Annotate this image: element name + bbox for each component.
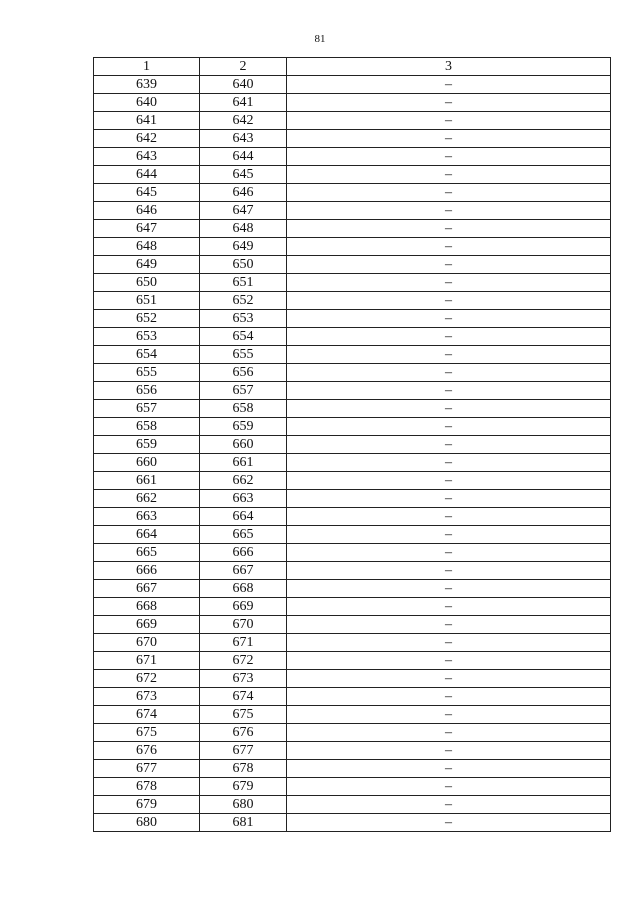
table-row [94, 670, 611, 688]
table-row [94, 310, 611, 328]
table-cell-col-3: – [287, 760, 611, 778]
table-row [94, 292, 611, 310]
table-cell-col-2: 661 [200, 454, 287, 472]
table-cell-col-3: – [287, 184, 611, 202]
table-cell-col-1: 664 [94, 526, 200, 544]
table-cell-col-2: 651 [200, 274, 287, 292]
table-cell-col-1: 646 [94, 202, 200, 220]
table-cell-col-3: – [287, 256, 611, 274]
table-cell-col-1: 647 [94, 220, 200, 238]
table-row [94, 256, 611, 274]
table-cell-col-1: 663 [94, 508, 200, 526]
table-cell-col-2: 670 [200, 616, 287, 634]
table-row [94, 184, 611, 202]
table-cell-col-3: – [287, 814, 611, 832]
table-cell-col-3: – [287, 454, 611, 472]
table-row [94, 796, 611, 814]
table-cell-col-2: 662 [200, 472, 287, 490]
table-cell-col-3: – [287, 112, 611, 130]
table-cell-col-1: 658 [94, 418, 200, 436]
table-cell-col-2: 643 [200, 130, 287, 148]
table-cell-col-2: 647 [200, 202, 287, 220]
table-cell-col-1: 650 [94, 274, 200, 292]
table-cell-col-1: 644 [94, 166, 200, 184]
table-row [94, 148, 611, 166]
table-cell-col-3: – [287, 490, 611, 508]
table-cell-col-1: 645 [94, 184, 200, 202]
table-cell-col-1: 674 [94, 706, 200, 724]
table-cell-col-1: 642 [94, 130, 200, 148]
table-cell-col-3: – [287, 742, 611, 760]
table-row [94, 562, 611, 580]
table-cell-col-3: – [287, 166, 611, 184]
table-cell-col-3: – [287, 796, 611, 814]
table-cell-col-2: 665 [200, 526, 287, 544]
table-cell-col-2: 657 [200, 382, 287, 400]
table-cell-col-2: 641 [200, 94, 287, 112]
table-row [94, 544, 611, 562]
table-cell-col-1: 676 [94, 742, 200, 760]
table-cell-col-3: – [287, 292, 611, 310]
table-cell-col-3: – [287, 76, 611, 94]
table-cell-col-3: – [287, 688, 611, 706]
table-row [94, 472, 611, 490]
table-cell-col-2: 667 [200, 562, 287, 580]
table-cell-col-2: 642 [200, 112, 287, 130]
table-cell-col-2: 663 [200, 490, 287, 508]
table-cell-col-1: 678 [94, 778, 200, 796]
table-cell-col-3: – [287, 544, 611, 562]
table-cell-col-3: – [287, 634, 611, 652]
table-cell-col-3: – [287, 382, 611, 400]
table-row [94, 220, 611, 238]
table-cell-col-3: – [287, 436, 611, 454]
table-row [94, 400, 611, 418]
table-row [94, 652, 611, 670]
table-cell-col-3: – [287, 400, 611, 418]
table-header [94, 58, 611, 76]
table-row [94, 724, 611, 742]
table-cell-col-1: 655 [94, 364, 200, 382]
table-cell-col-1: 654 [94, 346, 200, 364]
table-cell-col-3: – [287, 526, 611, 544]
table-cell-col-2: 675 [200, 706, 287, 724]
table-row [94, 418, 611, 436]
table-row [94, 580, 611, 598]
table-cell-col-1: 639 [94, 76, 200, 94]
table-cell-col-2: 640 [200, 76, 287, 94]
table-row [94, 112, 611, 130]
header-row [94, 58, 611, 76]
table-cell-col-1: 659 [94, 436, 200, 454]
table-cell-col-1: 652 [94, 310, 200, 328]
table-cell-col-2: 678 [200, 760, 287, 778]
table-cell-col-1: 666 [94, 562, 200, 580]
column-header-1: 1 [94, 58, 200, 76]
table-cell-col-1: 643 [94, 148, 200, 166]
table-row [94, 526, 611, 544]
table-row [94, 274, 611, 292]
table-cell-col-1: 679 [94, 796, 200, 814]
table-cell-col-1: 657 [94, 400, 200, 418]
table-cell-col-3: – [287, 472, 611, 490]
page-number: 81 [314, 33, 326, 45]
table-row [94, 598, 611, 616]
table-cell-col-2: 671 [200, 634, 287, 652]
table-cell-col-3: – [287, 508, 611, 526]
table-cell-col-2: 668 [200, 580, 287, 598]
table-cell-col-2: 649 [200, 238, 287, 256]
table-cell-col-2: 645 [200, 166, 287, 184]
table-row [94, 94, 611, 112]
table-cell-col-2: 655 [200, 346, 287, 364]
table-cell-col-1: 669 [94, 616, 200, 634]
table-row [94, 490, 611, 508]
table-cell-col-3: – [287, 220, 611, 238]
table-cell-col-2: 652 [200, 292, 287, 310]
table-row [94, 454, 611, 472]
table-cell-col-1: 667 [94, 580, 200, 598]
table-cell-col-3: – [287, 202, 611, 220]
table-cell-col-1: 673 [94, 688, 200, 706]
table-cell-col-1: 670 [94, 634, 200, 652]
table-cell-col-3: – [287, 130, 611, 148]
table-row [94, 328, 611, 346]
table-cell-col-3: – [287, 310, 611, 328]
table-row [94, 436, 611, 454]
table-cell-col-1: 662 [94, 490, 200, 508]
table-cell-col-2: 658 [200, 400, 287, 418]
table-cell-col-3: – [287, 94, 611, 112]
table-cell-col-2: 664 [200, 508, 287, 526]
table-cell-col-3: – [287, 274, 611, 292]
table-cell-col-3: – [287, 580, 611, 598]
table-cell-col-2: 679 [200, 778, 287, 796]
table-cell-col-2: 653 [200, 310, 287, 328]
table-row [94, 688, 611, 706]
table-row [94, 616, 611, 634]
table-cell-col-3: – [287, 652, 611, 670]
table-cell-col-2: 650 [200, 256, 287, 274]
table-cell-col-1: 641 [94, 112, 200, 130]
table-cell-col-2: 672 [200, 652, 287, 670]
table-cell-col-2: 656 [200, 364, 287, 382]
table-cell-col-1: 668 [94, 598, 200, 616]
table-row [94, 364, 611, 382]
table-cell-col-3: – [287, 418, 611, 436]
table-cell-col-2: 648 [200, 220, 287, 238]
table-cell-col-3: – [287, 562, 611, 580]
table-cell-col-3: – [287, 778, 611, 796]
table-row [94, 508, 611, 526]
table-row [94, 742, 611, 760]
column-header-3: 3 [287, 58, 611, 76]
table-cell-col-2: 681 [200, 814, 287, 832]
table-row [94, 760, 611, 778]
table-row [94, 706, 611, 724]
table-row [94, 238, 611, 256]
table-cell-col-1: 649 [94, 256, 200, 274]
table-cell-col-2: 669 [200, 598, 287, 616]
data-table [93, 57, 611, 832]
table-cell-col-3: – [287, 706, 611, 724]
table-cell-col-3: – [287, 616, 611, 634]
table-cell-col-1: 671 [94, 652, 200, 670]
table-cell-col-2: 674 [200, 688, 287, 706]
table-cell-col-1: 665 [94, 544, 200, 562]
table-cell-col-1: 640 [94, 94, 200, 112]
table-cell-col-2: 676 [200, 724, 287, 742]
table-cell-col-1: 648 [94, 238, 200, 256]
table-cell-col-3: – [287, 346, 611, 364]
table-cell-col-1: 677 [94, 760, 200, 778]
table-row [94, 346, 611, 364]
table-row [94, 814, 611, 832]
table-cell-col-2: 660 [200, 436, 287, 454]
table-cell-col-3: – [287, 148, 611, 166]
table-cell-col-2: 677 [200, 742, 287, 760]
table-cell-col-2: 673 [200, 670, 287, 688]
table-cell-col-3: – [287, 364, 611, 382]
table-cell-col-3: – [287, 670, 611, 688]
table-cell-col-1: 680 [94, 814, 200, 832]
table-cell-col-2: 659 [200, 418, 287, 436]
table-cell-col-1: 653 [94, 328, 200, 346]
table-cell-col-3: – [287, 328, 611, 346]
table-body [94, 76, 611, 832]
table-cell-col-2: 680 [200, 796, 287, 814]
table-row [94, 130, 611, 148]
table-cell-col-1: 672 [94, 670, 200, 688]
table-cell-col-3: – [287, 238, 611, 256]
table-cell-col-2: 644 [200, 148, 287, 166]
table-row [94, 166, 611, 184]
table-cell-col-2: 654 [200, 328, 287, 346]
table-cell-col-1: 656 [94, 382, 200, 400]
table-cell-col-2: 666 [200, 544, 287, 562]
table-row [94, 76, 611, 94]
table-row [94, 202, 611, 220]
table-cell-col-1: 651 [94, 292, 200, 310]
column-header-2: 2 [200, 58, 287, 76]
table-row [94, 382, 611, 400]
table-cell-col-3: – [287, 598, 611, 616]
table-cell-col-3: – [287, 724, 611, 742]
table-row [94, 634, 611, 652]
table-cell-col-2: 646 [200, 184, 287, 202]
table-row [94, 778, 611, 796]
table-cell-col-1: 661 [94, 472, 200, 490]
table-cell-col-1: 675 [94, 724, 200, 742]
table-cell-col-1: 660 [94, 454, 200, 472]
